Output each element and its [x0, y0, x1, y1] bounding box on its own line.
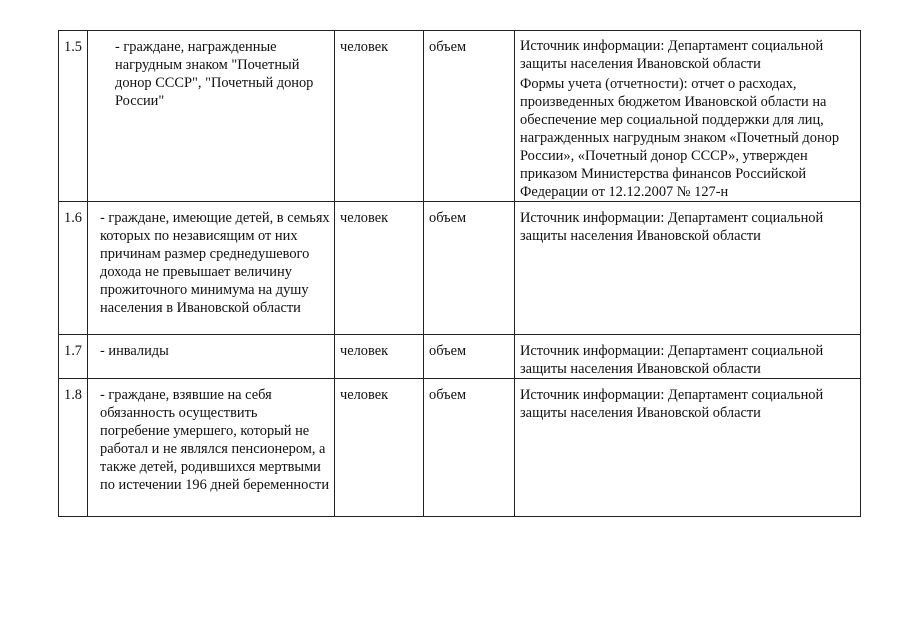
category-description — [88, 335, 335, 379]
row-number: 1.7 — [59, 335, 88, 379]
table-row — [59, 202, 861, 335]
category-text: - граждане, имеющие детей, в семьях которых по независящим от них причинам размер среднедушевого дохода не превышает величину прожиточного минимума на душу населения в Ивановской области — [100, 210, 330, 316]
category-text: - инвалиды — [100, 343, 169, 359]
unit-cell: человек — [335, 379, 424, 517]
indicator-cell: объем — [424, 31, 515, 202]
source-cell — [515, 202, 861, 335]
category-description — [88, 31, 335, 202]
unit-cell: человек — [335, 202, 424, 335]
unit-cell: человек — [335, 31, 424, 202]
source-line: Источник информации: Департамент социальной защиты населения Ивановской области — [520, 38, 824, 72]
row-number: 1.5 — [59, 31, 88, 202]
category-description — [88, 379, 335, 517]
source-cell — [515, 335, 861, 379]
source-cell — [515, 379, 861, 517]
table-row — [59, 379, 861, 517]
indicator-cell: объем — [424, 335, 515, 379]
unit-cell: человек — [335, 335, 424, 379]
indicator-table — [58, 30, 861, 517]
table-row — [59, 335, 861, 379]
indicator-cell: объем — [424, 379, 515, 517]
source-line: Формы учета (отчетности): отчет о расходах, произведенных бюджетом Ивановской области на обеспечение мер социальной поддержки для лиц, награжденных нагрудным знаком «Почетный донор России», «Почетный донор СССР», утвержден приказом Министерства финансов Российской Федерации от 12.12.2007 № 127-н — [520, 76, 840, 200]
source-line: Источник информации: Департамент социальной защиты населения Ивановской области — [520, 343, 824, 377]
source-line: Источник информации: Департамент социальной защиты населения Ивановской области — [520, 210, 824, 244]
source-line: Источник информации: Департамент социальной защиты населения Ивановской области — [520, 387, 824, 421]
row-number: 1.8 — [59, 379, 88, 517]
category-text: - граждане, взявшие на себя обязанность осуществить погребение умершего, который не работал и не являлся пенсионером, а также детей, родившихся мертвыми по истечении 196 дней беременности — [100, 387, 330, 493]
category-text: - граждане, награжденные нагрудным знаком "Почетный донор СССР", "Почетный донор России" — [115, 39, 314, 109]
table-row — [59, 31, 861, 202]
source-cell — [515, 31, 861, 202]
category-description — [88, 202, 335, 335]
row-number: 1.6 — [59, 202, 88, 335]
indicator-cell: объем — [424, 202, 515, 335]
